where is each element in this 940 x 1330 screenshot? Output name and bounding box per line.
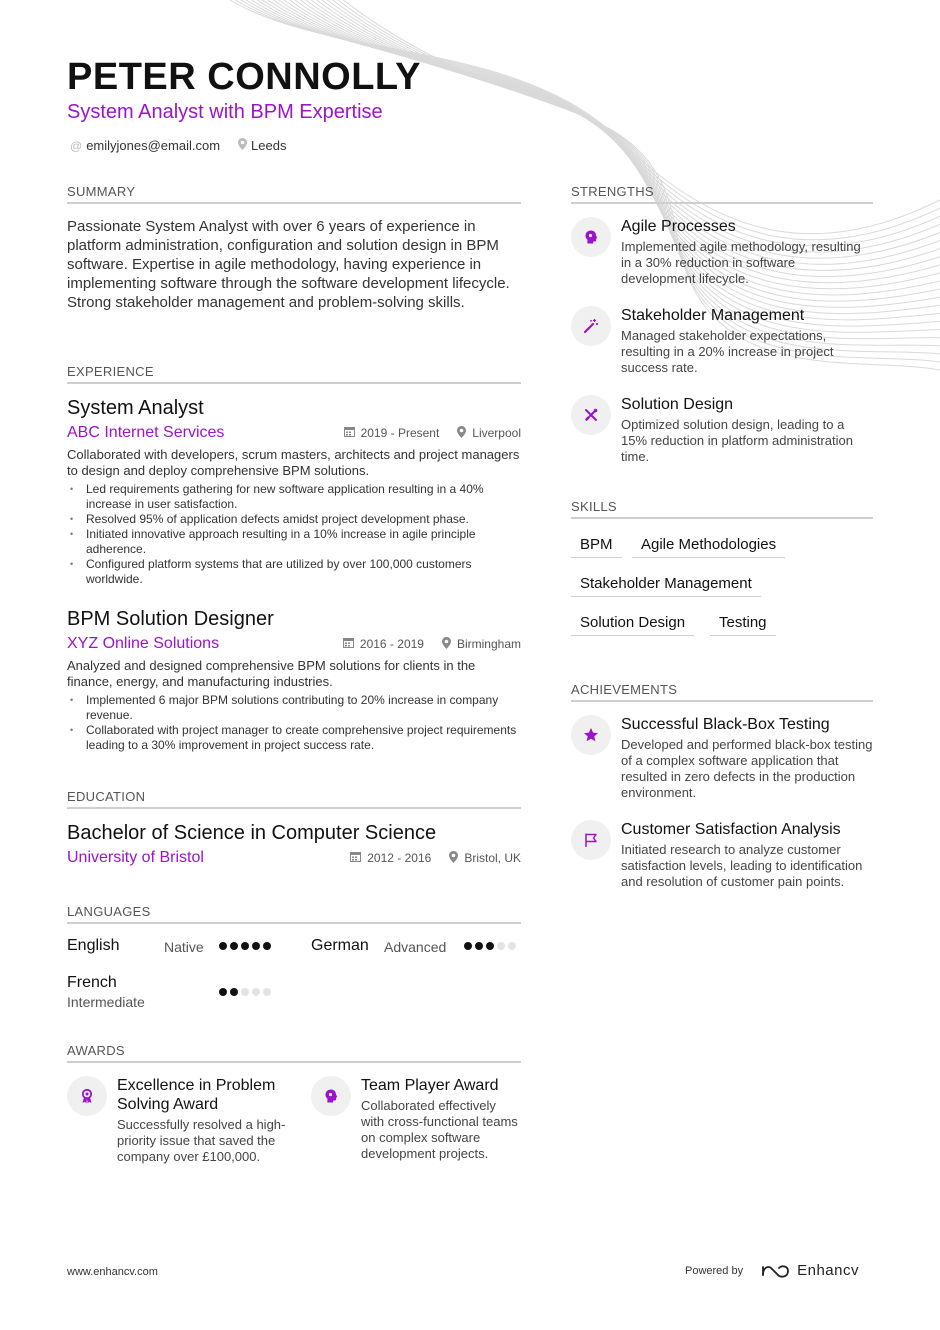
location-pin-icon bbox=[442, 637, 451, 652]
job-title: System Analyst bbox=[67, 397, 204, 419]
company-name: XYZ Online Solutions bbox=[67, 635, 220, 652]
languages-section-title: LANGUAGES bbox=[67, 904, 521, 924]
education-entry bbox=[67, 822, 521, 867]
achievement-title: Customer Satisfaction Analysis bbox=[621, 821, 841, 838]
email-text: emilyjones@email.com bbox=[86, 138, 221, 153]
brain-head-icon bbox=[311, 1076, 351, 1116]
job-location: Birmingham bbox=[456, 637, 521, 651]
summary-section-title: SUMMARY bbox=[67, 184, 521, 204]
brand-name: Enhancv bbox=[797, 1262, 859, 1279]
rating-dot-empty bbox=[241, 988, 249, 996]
award-title: Excellence in Problem Solving Award bbox=[117, 1077, 276, 1113]
footer-website-link[interactable]: www.enhancv.com bbox=[67, 1266, 158, 1278]
brain-head-icon bbox=[571, 217, 611, 257]
flag-icon bbox=[571, 820, 611, 860]
rating-dot-filled bbox=[219, 942, 227, 950]
company-name: ABC Internet Services bbox=[67, 424, 225, 441]
location-pin-icon bbox=[238, 138, 247, 153]
skills-section-title: SKILLS bbox=[571, 499, 873, 519]
job-bullet: • Resolved 95% of application defects amidst project development phase. bbox=[67, 512, 521, 527]
skill-tag: Solution Design bbox=[571, 614, 694, 636]
strength-description: Implemented agile methodology, resulting in a 30% reduction in software development lifecycle. bbox=[621, 239, 861, 286]
star-icon bbox=[571, 715, 611, 755]
job-bullet: • Initiated innovative approach resulting in a 10% increase in agile principle adherence. bbox=[67, 527, 521, 557]
job-title: BPM Solution Designer bbox=[67, 608, 274, 630]
strength-title: Agile Processes bbox=[621, 218, 736, 235]
achievement-item bbox=[621, 715, 873, 801]
language-level: Native bbox=[164, 939, 204, 955]
language-name: French bbox=[67, 974, 117, 991]
rating-dot-empty bbox=[508, 942, 516, 950]
magic-wand-icon bbox=[571, 306, 611, 346]
job-bullet: • Configured platform systems that are utilized by over 100,000 customers worldwide. bbox=[67, 557, 521, 587]
strength-item bbox=[621, 217, 873, 287]
award-item bbox=[361, 1076, 521, 1162]
achievement-title: Successful Black-Box Testing bbox=[621, 716, 830, 733]
school-name: University of Bristol bbox=[67, 849, 204, 866]
education-meta bbox=[350, 851, 521, 866]
experience-entry bbox=[67, 608, 521, 753]
job-location: Liverpool bbox=[472, 426, 521, 440]
strength-description: Optimized solution design, leading to a 15% reduction in platform administration time. bbox=[621, 417, 853, 464]
achievements-section-title: ACHIEVEMENTS bbox=[571, 682, 873, 702]
rating-dot-filled bbox=[230, 942, 238, 950]
job-meta bbox=[344, 426, 521, 441]
job-bullet: • Collaborated with project manager to create comprehensive project requirements leading to a 30% improvement in project success rate. bbox=[67, 723, 521, 753]
job-dates: 2016 - 2019 bbox=[359, 637, 424, 651]
language-rating-dots bbox=[219, 942, 271, 950]
location-pin-icon bbox=[457, 426, 466, 441]
rating-dot-filled bbox=[464, 942, 472, 950]
candidate-name: PETER CONNOLLY bbox=[67, 56, 421, 98]
email-contact[interactable] bbox=[70, 138, 220, 153]
award-ribbon-icon bbox=[67, 1076, 107, 1116]
achievement-description: Developed and performed black-box testing of a complex software application that resulted in zero defects in the production environment. bbox=[621, 737, 873, 800]
strength-title: Solution Design bbox=[621, 396, 734, 413]
job-bullets bbox=[67, 482, 521, 587]
job-bullet: • Implemented 6 major BPM solutions contributing to 20% increase in company revenue. bbox=[67, 693, 521, 723]
rating-dot-empty bbox=[263, 988, 271, 996]
enhancv-logo-icon bbox=[761, 1263, 791, 1279]
education-section-title: EDUCATION bbox=[67, 789, 521, 809]
job-dates: 2019 - Present bbox=[360, 426, 440, 440]
skill-tag: Testing bbox=[710, 614, 776, 636]
wave-line bbox=[246, 0, 940, 252]
language-rating-dots bbox=[219, 988, 271, 996]
strengths-section-title: STRENGTHS bbox=[571, 184, 873, 204]
job-bullet: • Led requirements gathering for new software application resulting in a 40% increase in user satisfaction. bbox=[67, 482, 521, 512]
rating-dot-filled bbox=[219, 988, 227, 996]
at-sign-icon: @ bbox=[70, 138, 83, 153]
summary-text: Passionate System Analyst with over 6 years of experience in platform administration, configuration and solution design in BPM software. Expertise in agile methodology, having experience in implementing software through the software development lifecycle. Strong stakeholder management and problem-solving skills. bbox=[67, 218, 510, 311]
job-description: Analyzed and designed comprehensive BPM solutions for clients in the finance, energy, and manufacturing industries. bbox=[67, 658, 476, 689]
strength-item bbox=[621, 306, 873, 376]
brand-logo[interactable] bbox=[761, 1262, 859, 1279]
education-dates: 2012 - 2016 bbox=[367, 851, 432, 865]
calendar-icon bbox=[350, 851, 361, 865]
experience-section-title: EXPERIENCE bbox=[67, 364, 521, 384]
footer-powered-by bbox=[685, 1262, 859, 1279]
award-item bbox=[117, 1076, 287, 1165]
skill-tag: BPM bbox=[571, 536, 622, 558]
skill-tag: Stakeholder Management bbox=[571, 575, 761, 597]
rating-dot-filled bbox=[263, 942, 271, 950]
rating-dot-filled bbox=[475, 942, 483, 950]
language-rating-dots bbox=[464, 942, 516, 950]
strength-item bbox=[621, 395, 873, 465]
tools-icon bbox=[571, 395, 611, 435]
calendar-icon bbox=[344, 426, 355, 440]
location-pin-icon bbox=[449, 851, 458, 866]
language-name: German bbox=[311, 937, 369, 954]
language-name: English bbox=[67, 937, 120, 954]
rating-dot-empty bbox=[497, 942, 505, 950]
rating-dot-filled bbox=[252, 942, 260, 950]
rating-dot-filled bbox=[241, 942, 249, 950]
rating-dot-filled bbox=[486, 942, 494, 950]
skill-tag: Agile Methodologies bbox=[632, 536, 785, 558]
powered-by-label: Powered by bbox=[685, 1264, 744, 1277]
location-contact bbox=[238, 138, 286, 153]
awards-section-title: AWARDS bbox=[67, 1043, 521, 1063]
award-description: Successfully resolved a high-priority issue that saved the company over £100,000. bbox=[117, 1117, 286, 1164]
education-location: Bristol, UK bbox=[464, 851, 521, 865]
location-text: Leeds bbox=[251, 138, 287, 153]
award-description: Collaborated effectively with cross-functional teams on complex software development projects. bbox=[361, 1098, 518, 1161]
achievement-item bbox=[621, 820, 873, 890]
achievement-description: Initiated research to analyze customer satisfaction levels, leading to identification and resolution of customer pain points. bbox=[621, 842, 863, 889]
job-bullets bbox=[67, 693, 521, 753]
job-description: Collaborated with developers, scrum masters, architects and project managers to design and deploy comprehensive BPM solutions. bbox=[67, 447, 520, 478]
contact-row bbox=[70, 138, 286, 153]
rating-dot-empty bbox=[252, 988, 260, 996]
strength-description: Managed stakeholder expectations, resulting in a 20% increase in project success rate. bbox=[621, 328, 834, 375]
rating-dot-filled bbox=[230, 988, 238, 996]
award-title: Team Player Award bbox=[361, 1077, 499, 1094]
language-level: Intermediate bbox=[67, 994, 145, 1010]
calendar-icon bbox=[343, 637, 354, 651]
candidate-headline: System Analyst with BPM Expertise bbox=[67, 101, 383, 123]
degree-title: Bachelor of Science in Computer Science bbox=[67, 822, 437, 844]
language-level: Advanced bbox=[384, 939, 447, 955]
strength-title: Stakeholder Management bbox=[621, 307, 805, 324]
experience-entry bbox=[67, 397, 521, 587]
job-meta bbox=[343, 637, 521, 652]
